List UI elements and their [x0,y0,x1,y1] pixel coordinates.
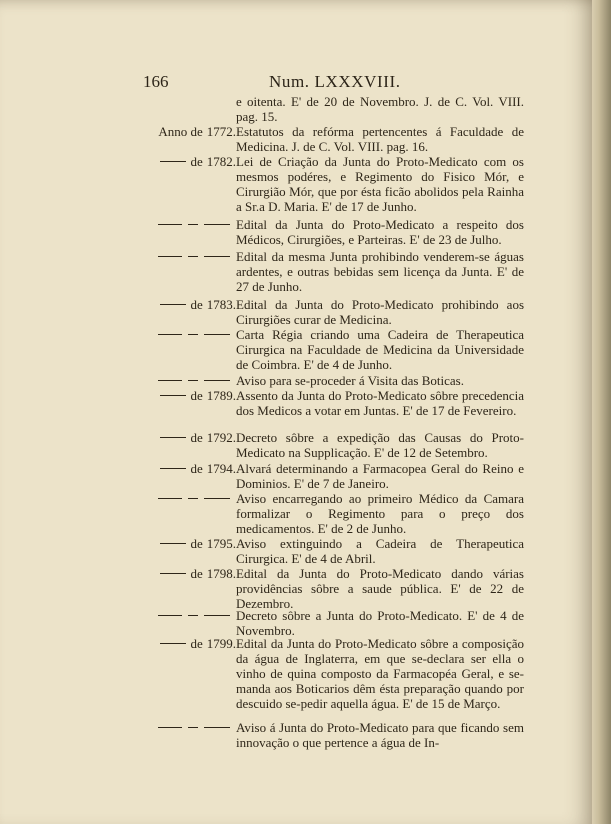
list-item [143,94,524,124]
entry-text: Alvará determinando a Farmacopea Geral do Reino e Dominios. E' de 7 de Janeiro. [236,461,524,492]
date-label: de [190,636,203,651]
ditto-dash [204,256,230,257]
ditto-dash [160,304,186,305]
entry-date [143,536,236,551]
entry-year: 1792. [206,430,236,445]
list-item [143,249,524,297]
ditto-dash [160,468,186,469]
entry-text: Decreto sôbre a expedição das Causas do Proto-Medicato na Supplicação. E' de 12 de Setembro. [236,430,524,461]
ditto-dash [160,161,186,162]
ditto-dash [188,615,198,616]
ditto-dash [204,334,230,335]
list-item [143,297,524,327]
entry-date [143,430,236,445]
ditto-dash [158,256,182,257]
entry-date [143,491,236,506]
list-item [143,608,524,639]
list-item [143,154,524,217]
ditto-dash [158,498,182,499]
ditto-dash [188,727,198,728]
entry-date [143,217,236,232]
ditto-dash [158,224,182,225]
ditto-dash [158,380,182,381]
ditto-dash [188,334,198,335]
entry-date [143,566,236,581]
entry-year: 1783. [206,297,236,312]
entry-date [143,608,236,623]
ditto-dash [160,643,186,644]
ditto-dash [204,498,230,499]
entry-text: Edital da mesma Junta prohibindo venderem-se águas ardentes, e outras bebidas sem licença da Junta. E' de 27 de Junho. [236,249,524,295]
page-number: 166 [143,72,169,91]
entry-year: 1799. [206,636,236,651]
entry-text: Lei de Criação da Junta do Proto-Medicato com os mesmos podéres, e Regimento do Fisico Mór, e Cirurgião Mór, que por ésta ficão abolidos pela Rainha a Sr.a D. Maria. E' de 17 de Junho. [236,154,524,215]
entry-text: Edital da Junta do Proto-Medicato sôbre a composição da água de Inglaterra, em que se-declara ser ella o vinho de quina composto da Farmacopéa Geral, e se-manda aos Boticarios dêm ésta preparação quando por descuido se-pedir aquella água. E' de 15 de Março. [236,636,524,712]
ditto-dash [160,437,186,438]
ditto-dash [160,543,186,544]
date-label: de [190,461,203,476]
list-item [143,327,524,373]
list-item [143,124,524,154]
list-item [143,388,524,430]
entry-text: Edital da Junta do Proto-Medicato a respeito dos Médicos, Cirurgiões, e Parteiras. E' de 23 de Julho. [236,217,524,248]
page-header [143,72,523,96]
ditto-dash [158,615,182,616]
entry-list [143,94,524,750]
entry-date [143,154,236,169]
date-label: de [190,430,203,445]
date-label: de [190,388,203,403]
entry-text: Carta Régia criando uma Cadeira de Therapeutica Cirurgica na Faculdade de Medicina da Universidade de Coimbra. E' de 4 de Junho. [236,327,524,373]
date-label: de [190,154,203,169]
ditto-dash [204,727,230,728]
list-item [143,566,524,612]
ditto-dash [188,224,198,225]
list-item [143,430,524,461]
entry-year: 1794. [206,461,236,476]
list-item [143,536,524,566]
entry-year: 1795. [206,536,236,551]
ditto-dash [204,224,230,225]
entry-year: 1798. [206,566,236,581]
entry-date [143,297,236,312]
entry-date [143,373,236,388]
entry-text: Edital da Junta do Proto-Medicato dando várias providências sôbre a saude pública. E' de 22 de Dezembro. [236,566,524,612]
entry-date [143,720,236,735]
entry-year: 1772. [206,124,236,139]
entry-date [143,461,236,476]
entry-date [143,124,236,139]
page-edge [592,0,611,824]
list-item [143,491,524,536]
list-item [143,217,524,249]
entry-text: Aviso extinguindo a Cadeira de Therapeutica Cirurgica. E' de 4 de Abril. [236,536,524,567]
date-label: de [190,536,203,551]
entry-date [143,327,236,342]
ditto-dash [204,380,230,381]
page-title: Num. LXXXVIII. [269,72,401,91]
entry-text: Assento da Junta do Proto-Medicato sôbre precedencia dos Medicos a votar em Juntas. E' de 17 de Fevereiro. [236,388,524,419]
ditto-dash [188,498,198,499]
entry-year: 1782. [206,154,236,169]
entry-date [143,636,236,651]
list-item [143,373,524,388]
entry-year: 1789. [206,388,236,403]
list-item [143,636,524,720]
ditto-dash [204,615,230,616]
ditto-dash [160,395,186,396]
ditto-dash [188,256,198,257]
entry-text: Aviso á Junta do Proto-Medicato para que ficando sem innovação o que pertence a água de In- [236,720,524,751]
entry-date [143,249,236,264]
list-item [143,461,524,491]
ditto-dash [158,334,182,335]
ditto-dash [188,380,198,381]
entry-text: Estatutos da refórma pertencentes á Faculdade de Medicina. J. de C. Vol. VIII. pag. 16. [236,124,524,155]
entry-text: Decreto sôbre a Junta do Proto-Medicato. E' de 4 de Novembro. [236,608,524,639]
entry-date [143,94,236,109]
date-label: Anno de [158,124,203,139]
entry-text: Aviso para se-proceder á Visita das Boticas. [236,373,464,388]
entry-text: Aviso encarregando ao primeiro Médico da Camara formalizar o Regimento para o preço dos medicamentos. E' de 2 de Junho. [236,491,524,537]
entry-text: Edital da Junta do Proto-Medicato prohibindo aos Cirurgiões curar de Medicina. [236,297,524,328]
date-label: de [190,297,203,312]
ditto-dash [160,573,186,574]
entry-date [143,388,236,403]
date-label: de [190,566,203,581]
entry-text: e oitenta. E' de 20 de Novembro. J. de C. Vol. VIII. pag. 15. [236,94,524,125]
ditto-dash [158,727,182,728]
list-item [143,720,524,750]
